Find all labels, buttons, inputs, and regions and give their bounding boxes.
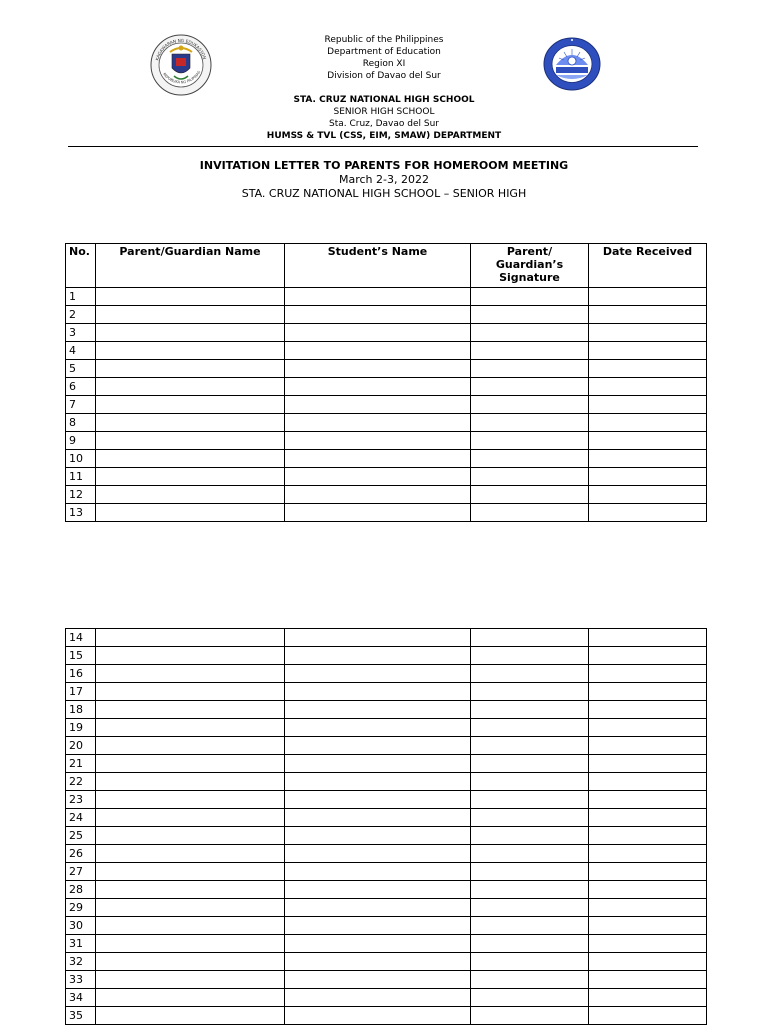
row-number: 16	[66, 665, 96, 683]
row-number: 7	[66, 396, 96, 414]
table-row	[66, 755, 707, 773]
header-no: No.	[66, 244, 96, 288]
parent-name-cell[interactable]	[96, 342, 285, 360]
student-name-cell[interactable]	[285, 504, 471, 522]
date-received-cell[interactable]	[589, 989, 707, 1007]
parent-name-cell[interactable]	[96, 971, 285, 989]
parent-name-cell[interactable]	[96, 450, 285, 468]
parent-name-cell[interactable]	[96, 773, 285, 791]
table-row	[66, 701, 707, 719]
division-line: Division of Davao del Sur	[327, 71, 441, 81]
meeting-date: March 2-3, 2022	[339, 173, 429, 186]
signature-cell[interactable]	[471, 899, 589, 917]
student-name-cell[interactable]	[285, 486, 471, 504]
date-received-cell[interactable]	[589, 755, 707, 773]
row-number: 24	[66, 809, 96, 827]
header-date-received: Date Received	[589, 244, 707, 288]
row-number: 14	[66, 629, 96, 647]
date-received-cell[interactable]	[589, 791, 707, 809]
date-received-cell[interactable]	[589, 881, 707, 899]
date-received-cell[interactable]	[589, 935, 707, 953]
header-student-name: Student’s Name	[285, 244, 471, 288]
student-name-cell[interactable]	[285, 755, 471, 773]
seal-left-top-text: KAGAWARAN NG EDUKASYON	[154, 37, 208, 62]
signature-cell[interactable]	[471, 378, 589, 396]
parent-name-cell[interactable]	[96, 863, 285, 881]
date-received-cell[interactable]	[589, 971, 707, 989]
student-name-cell[interactable]	[285, 773, 471, 791]
row-number: 15	[66, 647, 96, 665]
date-received-cell[interactable]	[589, 629, 707, 647]
table-row	[66, 719, 707, 737]
parent-name-cell[interactable]	[96, 845, 285, 863]
date-received-cell[interactable]	[589, 414, 707, 432]
row-number: 12	[66, 486, 96, 504]
row-number: 25	[66, 827, 96, 845]
row-number: 23	[66, 791, 96, 809]
signature-cell[interactable]	[471, 845, 589, 863]
student-name-cell[interactable]	[285, 360, 471, 378]
row-number: 1	[66, 288, 96, 306]
student-name-cell[interactable]	[285, 288, 471, 306]
row-number: 3	[66, 324, 96, 342]
signature-cell[interactable]	[471, 755, 589, 773]
signature-cell[interactable]	[471, 773, 589, 791]
table-row	[66, 288, 707, 306]
student-name-cell[interactable]	[285, 809, 471, 827]
parent-name-cell[interactable]	[96, 414, 285, 432]
table-row	[66, 432, 707, 450]
date-received-cell[interactable]	[589, 863, 707, 881]
table-row	[66, 486, 707, 504]
date-received-cell[interactable]	[589, 737, 707, 755]
signature-cell[interactable]	[471, 432, 589, 450]
student-name-cell[interactable]	[285, 342, 471, 360]
parent-name-cell[interactable]	[96, 629, 285, 647]
parent-name-cell[interactable]	[96, 809, 285, 827]
date-received-cell[interactable]	[589, 809, 707, 827]
attendance-table-2	[65, 628, 707, 1025]
student-name-cell[interactable]	[285, 917, 471, 935]
table-row	[66, 917, 707, 935]
signature-cell[interactable]	[471, 468, 589, 486]
student-name-cell[interactable]	[285, 414, 471, 432]
student-name-cell[interactable]	[285, 306, 471, 324]
parent-name-cell[interactable]	[96, 683, 285, 701]
signature-cell[interactable]	[471, 971, 589, 989]
parent-name-cell[interactable]	[96, 719, 285, 737]
parent-name-cell[interactable]	[96, 953, 285, 971]
date-received-cell[interactable]	[589, 773, 707, 791]
signature-cell[interactable]	[471, 989, 589, 1007]
row-number: 10	[66, 450, 96, 468]
table-row	[66, 396, 707, 414]
student-name-cell[interactable]	[285, 881, 471, 899]
date-received-cell[interactable]	[589, 1007, 707, 1025]
table-row	[66, 935, 707, 953]
table-row	[66, 773, 707, 791]
date-received-cell[interactable]	[589, 845, 707, 863]
student-name-cell[interactable]	[285, 468, 471, 486]
student-name-cell[interactable]	[285, 665, 471, 683]
row-number: 34	[66, 989, 96, 1007]
row-number: 20	[66, 737, 96, 755]
parent-name-cell[interactable]	[96, 755, 285, 773]
signature-cell[interactable]	[471, 306, 589, 324]
table-row	[66, 1007, 707, 1025]
student-name-cell[interactable]	[285, 450, 471, 468]
student-name-cell[interactable]	[285, 324, 471, 342]
student-name-cell[interactable]	[285, 899, 471, 917]
parent-name-cell[interactable]	[96, 468, 285, 486]
signature-cell[interactable]	[471, 486, 589, 504]
republic-line: Republic of the Philippines	[324, 35, 444, 45]
signature-cell[interactable]	[471, 342, 589, 360]
parent-name-cell[interactable]	[96, 935, 285, 953]
row-number: 8	[66, 414, 96, 432]
date-received-cell[interactable]	[589, 719, 707, 737]
header-parent-name: Parent/Guardian Name	[96, 244, 285, 288]
student-name-cell[interactable]	[285, 719, 471, 737]
date-received-cell[interactable]	[589, 665, 707, 683]
header-signature: Parent/ Guardian’s Signature	[471, 244, 589, 288]
table-row	[66, 845, 707, 863]
student-name-cell[interactable]	[285, 378, 471, 396]
signature-cell[interactable]	[471, 701, 589, 719]
date-received-cell[interactable]	[589, 953, 707, 971]
department-name: HUMSS & TVL (CSS, EIM, SMAW) DEPARTMENT	[266, 131, 502, 141]
table-row	[66, 953, 707, 971]
row-number: 9	[66, 432, 96, 450]
signature-cell[interactable]	[471, 827, 589, 845]
signature-cell[interactable]	[471, 881, 589, 899]
date-received-cell[interactable]	[589, 647, 707, 665]
parent-name-cell[interactable]	[96, 917, 285, 935]
table-row	[66, 378, 707, 396]
signature-cell[interactable]	[471, 450, 589, 468]
signature-cell[interactable]	[471, 719, 589, 737]
table-row	[66, 827, 707, 845]
date-received-cell[interactable]	[589, 360, 707, 378]
date-received-cell[interactable]	[589, 432, 707, 450]
date-received-cell[interactable]	[589, 504, 707, 522]
student-name-cell[interactable]	[285, 737, 471, 755]
student-name-cell[interactable]	[285, 432, 471, 450]
parent-name-cell[interactable]	[96, 432, 285, 450]
parent-name-cell[interactable]	[96, 899, 285, 917]
parent-name-cell[interactable]	[96, 486, 285, 504]
signature-cell[interactable]	[471, 324, 589, 342]
row-number: 22	[66, 773, 96, 791]
parent-name-cell[interactable]	[96, 378, 285, 396]
date-received-cell[interactable]	[589, 324, 707, 342]
table-row	[66, 468, 707, 486]
signature-cell[interactable]	[471, 647, 589, 665]
row-number: 11	[66, 468, 96, 486]
date-received-cell[interactable]	[589, 378, 707, 396]
table-row	[66, 342, 707, 360]
header-divider	[68, 146, 698, 147]
date-received-cell[interactable]	[589, 342, 707, 360]
student-name-cell[interactable]	[285, 845, 471, 863]
date-received-cell[interactable]	[589, 306, 707, 324]
parent-name-cell[interactable]	[96, 324, 285, 342]
school-subtitle: STA. CRUZ NATIONAL HIGH SCHOOL – SENIOR HIGH	[241, 187, 527, 200]
table-row	[66, 791, 707, 809]
row-number: 2	[66, 306, 96, 324]
parent-name-cell[interactable]	[96, 1007, 285, 1025]
region-line: Region XI	[362, 59, 406, 69]
school-level: SENIOR HIGH SCHOOL	[333, 107, 435, 117]
table-row	[66, 324, 707, 342]
student-name-cell[interactable]	[285, 647, 471, 665]
date-received-cell[interactable]	[589, 468, 707, 486]
department-line: Department of Education	[327, 47, 441, 57]
parent-name-cell[interactable]	[96, 665, 285, 683]
school-address: Sta. Cruz, Davao del Sur	[329, 119, 439, 129]
parent-name-cell[interactable]	[96, 647, 285, 665]
table-row	[66, 647, 707, 665]
date-received-cell[interactable]	[589, 683, 707, 701]
row-number: 4	[66, 342, 96, 360]
signature-cell[interactable]	[471, 953, 589, 971]
student-name-cell[interactable]	[285, 935, 471, 953]
row-number: 28	[66, 881, 96, 899]
table-row	[66, 504, 707, 522]
row-number: 31	[66, 935, 96, 953]
row-number: 33	[66, 971, 96, 989]
student-name-cell[interactable]	[285, 701, 471, 719]
date-received-cell[interactable]	[589, 827, 707, 845]
row-number: 21	[66, 755, 96, 773]
student-name-cell[interactable]	[285, 953, 471, 971]
date-received-cell[interactable]	[589, 701, 707, 719]
table-row	[66, 360, 707, 378]
row-number: 30	[66, 917, 96, 935]
signature-cell[interactable]	[471, 1007, 589, 1025]
signature-cell[interactable]	[471, 288, 589, 306]
row-number: 13	[66, 504, 96, 522]
table-row	[66, 414, 707, 432]
row-number: 27	[66, 863, 96, 881]
table-row	[66, 450, 707, 468]
table-row	[66, 899, 707, 917]
table-row	[66, 989, 707, 1007]
parent-name-cell[interactable]	[96, 791, 285, 809]
student-name-cell[interactable]	[285, 971, 471, 989]
signature-cell[interactable]	[471, 935, 589, 953]
letterhead	[0, 34, 768, 142]
row-number: 18	[66, 701, 96, 719]
date-received-cell[interactable]	[589, 288, 707, 306]
seal-left-bottom-text: REPUBLIKA NG PILIPINAS	[162, 70, 202, 85]
row-number: 26	[66, 845, 96, 863]
table-row	[66, 683, 707, 701]
row-number: 32	[66, 953, 96, 971]
student-name-cell[interactable]	[285, 791, 471, 809]
parent-name-cell[interactable]	[96, 504, 285, 522]
table-row	[66, 881, 707, 899]
signature-cell[interactable]	[471, 683, 589, 701]
date-received-cell[interactable]	[589, 899, 707, 917]
signature-cell[interactable]	[471, 629, 589, 647]
date-received-cell[interactable]	[589, 486, 707, 504]
parent-name-cell[interactable]	[96, 989, 285, 1007]
parent-name-cell[interactable]	[96, 881, 285, 899]
signature-cell[interactable]	[471, 360, 589, 378]
table-header-row	[66, 244, 707, 288]
signature-cell[interactable]	[471, 414, 589, 432]
date-received-cell[interactable]	[589, 396, 707, 414]
table-row	[66, 809, 707, 827]
table-row	[66, 863, 707, 881]
row-number: 6	[66, 378, 96, 396]
date-received-cell[interactable]	[589, 450, 707, 468]
student-name-cell[interactable]	[285, 683, 471, 701]
parent-name-cell[interactable]	[96, 360, 285, 378]
attendance-table-1	[65, 243, 707, 522]
student-name-cell[interactable]	[285, 396, 471, 414]
signature-cell[interactable]	[471, 917, 589, 935]
signature-cell[interactable]	[471, 396, 589, 414]
student-name-cell[interactable]	[285, 827, 471, 845]
parent-name-cell[interactable]	[96, 306, 285, 324]
row-number: 17	[66, 683, 96, 701]
student-name-cell[interactable]	[285, 863, 471, 881]
parent-name-cell[interactable]	[96, 737, 285, 755]
school-name: STA. CRUZ NATIONAL HIGH SCHOOL	[293, 95, 475, 105]
signature-cell[interactable]	[471, 737, 589, 755]
row-number: 19	[66, 719, 96, 737]
parent-name-cell[interactable]	[96, 701, 285, 719]
signature-cell[interactable]	[471, 791, 589, 809]
parent-name-cell[interactable]	[96, 288, 285, 306]
student-name-cell[interactable]	[285, 629, 471, 647]
table-row	[66, 306, 707, 324]
date-received-cell[interactable]	[589, 917, 707, 935]
parent-name-cell[interactable]	[96, 396, 285, 414]
student-name-cell[interactable]	[285, 1007, 471, 1025]
signature-cell[interactable]	[471, 665, 589, 683]
document-title: INVITATION LETTER TO PARENTS FOR HOMEROOM MEETING	[199, 159, 569, 172]
table-row	[66, 737, 707, 755]
parent-name-cell[interactable]	[96, 827, 285, 845]
table-row	[66, 971, 707, 989]
signature-cell[interactable]	[471, 809, 589, 827]
title-block	[0, 159, 768, 201]
signature-cell[interactable]	[471, 863, 589, 881]
row-number: 35	[66, 1007, 96, 1025]
signature-cell[interactable]	[471, 504, 589, 522]
table-row	[66, 665, 707, 683]
student-name-cell[interactable]	[285, 989, 471, 1007]
row-number: 5	[66, 360, 96, 378]
table-row	[66, 629, 707, 647]
row-number: 29	[66, 899, 96, 917]
